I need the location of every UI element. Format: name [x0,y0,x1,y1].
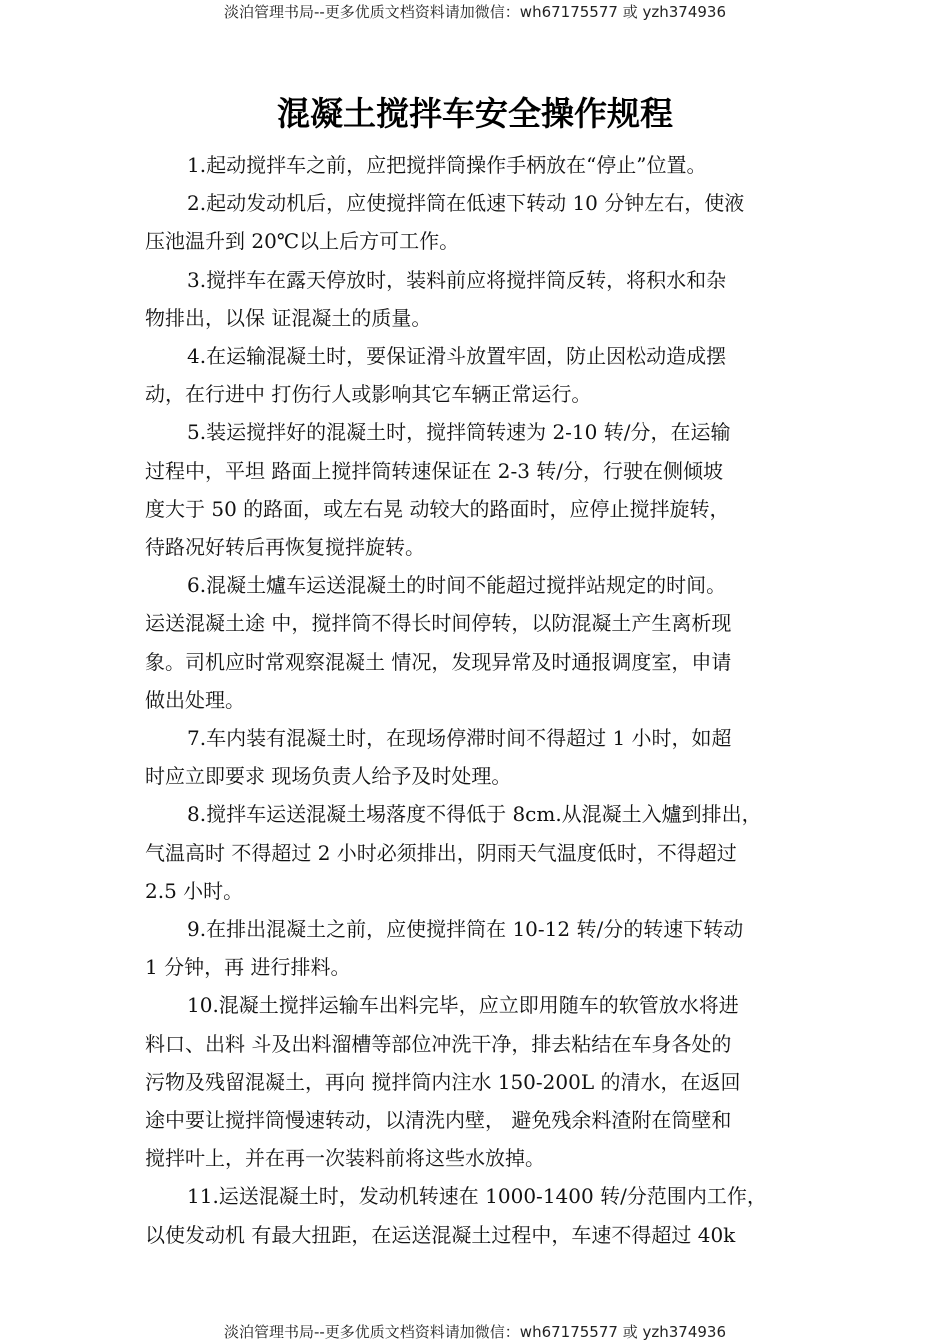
paragraph-3 [145,261,815,337]
paragraph-1 [145,146,815,184]
paragraph-line: 待路况好转后再恢复搅拌旋转。 [145,535,425,560]
paragraph-line: 污物及残留混凝土，再向 搅拌筒内注水 150-200L 的清水，在返回 [145,1069,741,1094]
paragraph-line: 料口、出料 斗及出料溜槽等部位冲洗干净，排去粘结在车身各处的 [145,1031,732,1056]
paragraph-11 [145,1177,815,1253]
paragraph-9 [145,910,815,986]
paragraph-line: 搅拌叶上，并在再一次装料前将这些水放掉。 [145,1146,545,1171]
paragraph-line: 5.装运搅拌好的混凝土时，搅拌筒转速为 2-10 转/分，在运输 [187,420,731,445]
paragraph-line: 2.起动发动机后，应使搅拌筒在低速下转动 10 分钟左右，使液 [187,191,745,216]
document-body [145,146,815,1254]
paragraph-6 [145,566,815,719]
paragraph-line: 10.混凝土搅拌运输车出料完毕，应立即用随车的软管放水将进 [187,993,739,1018]
paragraph-line: 9.在排出混凝土之前，应使搅拌筒在 10-12 转/分的转速下转动 [187,917,744,942]
paragraph-line: 度大于 50 的路面，或左右晃 动较大的路面时，应停止搅拌旋转， [145,496,730,521]
paragraph-4 [145,337,815,413]
paragraph-line: 途中要让搅拌筒慢速转动，以清洗内壁， 避免残余料渣附在筒壁和 [145,1108,732,1133]
paragraph-line: 1.起动搅拌车之前，应把搅拌筒操作手柄放在“停止”位置。 [187,153,707,177]
page-footer: 淡泊管理书局--更多优质文档资料请加微信：wh67175577 或 yzh374936 [223,1323,726,1341]
paragraph-line: 动，在行进中 打伤行人或影响其它车辆正常运行。 [145,382,592,407]
page-header: 淡泊管理书局--更多优质文档资料请加微信：wh67175577 或 yzh374936 [223,3,726,21]
paragraph-line: 压池温升到 20℃以上后方可工作。 [145,229,460,254]
paragraph-7 [145,719,815,795]
paragraph-line: 6.混凝土爐车运送混凝土的时间不能超过搅拌站规定的时间。 [187,573,727,598]
paragraph-line: 2.5 小时。 [145,878,244,903]
paragraph-line: 物排出，以保 证混凝土的质量。 [145,305,432,330]
paragraph-line: 7.车内装有混凝土时，在现场停滞时间不得超过 1 小时，如超 [187,726,732,751]
paragraph-line: 气温高时 不得超过 2 小时必须排出，阴雨天气温度低时，不得超过 [145,840,737,865]
paragraph-line: 4.在运输混凝土时，要保证滑斗放置牢固，防止因松动造成摆 [187,344,727,369]
paragraph-8 [145,795,815,910]
paragraph-10 [145,986,815,1177]
paragraph-line: 做出处理。 [145,687,245,712]
paragraph-line: 运送混凝土途 中，搅拌筒不得长时间停转，以防混凝土产生离析现 [145,611,732,636]
paragraph-line: 3.搅拌车在露天停放时，装料前应将搅拌筒反转，将积水和杂 [187,267,727,292]
paragraph-line: 11.运送混凝土时，发动机转速在 1000-1400 转/分范围内工作， [187,1184,767,1209]
paragraph-line: 象。司机应时常观察混凝土 情况，发现异常及时通报调度室，申请 [145,649,732,674]
paragraph-5 [145,413,815,566]
paragraph-line: 1 分钟，再 进行排料。 [145,955,351,980]
paragraph-line: 以使发动机 有最大扭距，在运送混凝土过程中，车速不得超过 40k [145,1222,736,1247]
paragraph-line: 过程中，平坦 路面上搅拌筒转速保证在 2-3 转/分，行驶在侧倾坡 [145,458,724,483]
paragraph-2 [145,184,815,260]
paragraph-line: 8.搅拌车运送混凝土埸落度不得低于 8cm.从混凝土入爐到排出， [187,802,762,827]
document-title: 混凝土搅拌车安全操作规程 [277,94,673,133]
paragraph-line: 时应立即要求 现场负责人给予及时处理。 [145,764,512,789]
